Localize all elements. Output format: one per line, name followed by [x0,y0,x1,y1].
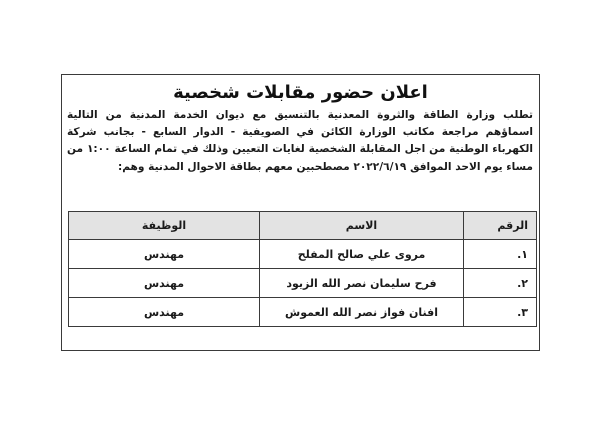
row-name: افنان فواز نصر الله العموش [260,298,464,327]
appointees-table [68,211,537,327]
row-job: مهندس [69,240,260,269]
announcement-body: تطلب وزارة الطاقة والثروة المعدنية بالتنسيق مع ديوان الخدمة المدنية من التالية اسماؤهم مراجعة مكاتب الوزارة الكائن في الصويفية - الدوار السابع - بجانب شركة الكهرباء الوطنية من اجل المقابلة الشخصية لغايات التعيين وذلك في تمام الساعة ١:٠٠ من مساء يوم الاحد الموافق ٢٠٢٢/٦/١٩ مصطحبين معهم بطاقة الاحوال المدنية وهم: [67,109,533,173]
row-name: مروى علي صالح المفلح [260,240,464,269]
announcement-box [61,74,540,351]
table-body [69,240,537,327]
table-row [69,240,537,269]
table-header-row [69,212,537,240]
table-header [69,212,537,240]
row-number: ٢. [464,269,537,298]
row-job: مهندس [69,269,260,298]
table-row [69,269,537,298]
header-job: الوظيفة [69,212,260,240]
header-number: الرقم [464,212,537,240]
row-job: مهندس [69,298,260,327]
row-number: ٣. [464,298,537,327]
table-row [69,298,537,327]
announcement-title: اعلان حضور مقابلات شخصية [173,82,428,103]
row-number: ١. [464,240,537,269]
row-name: فرح سليمان نصر الله الزيود [260,269,464,298]
header-name: الاسم [260,212,464,240]
